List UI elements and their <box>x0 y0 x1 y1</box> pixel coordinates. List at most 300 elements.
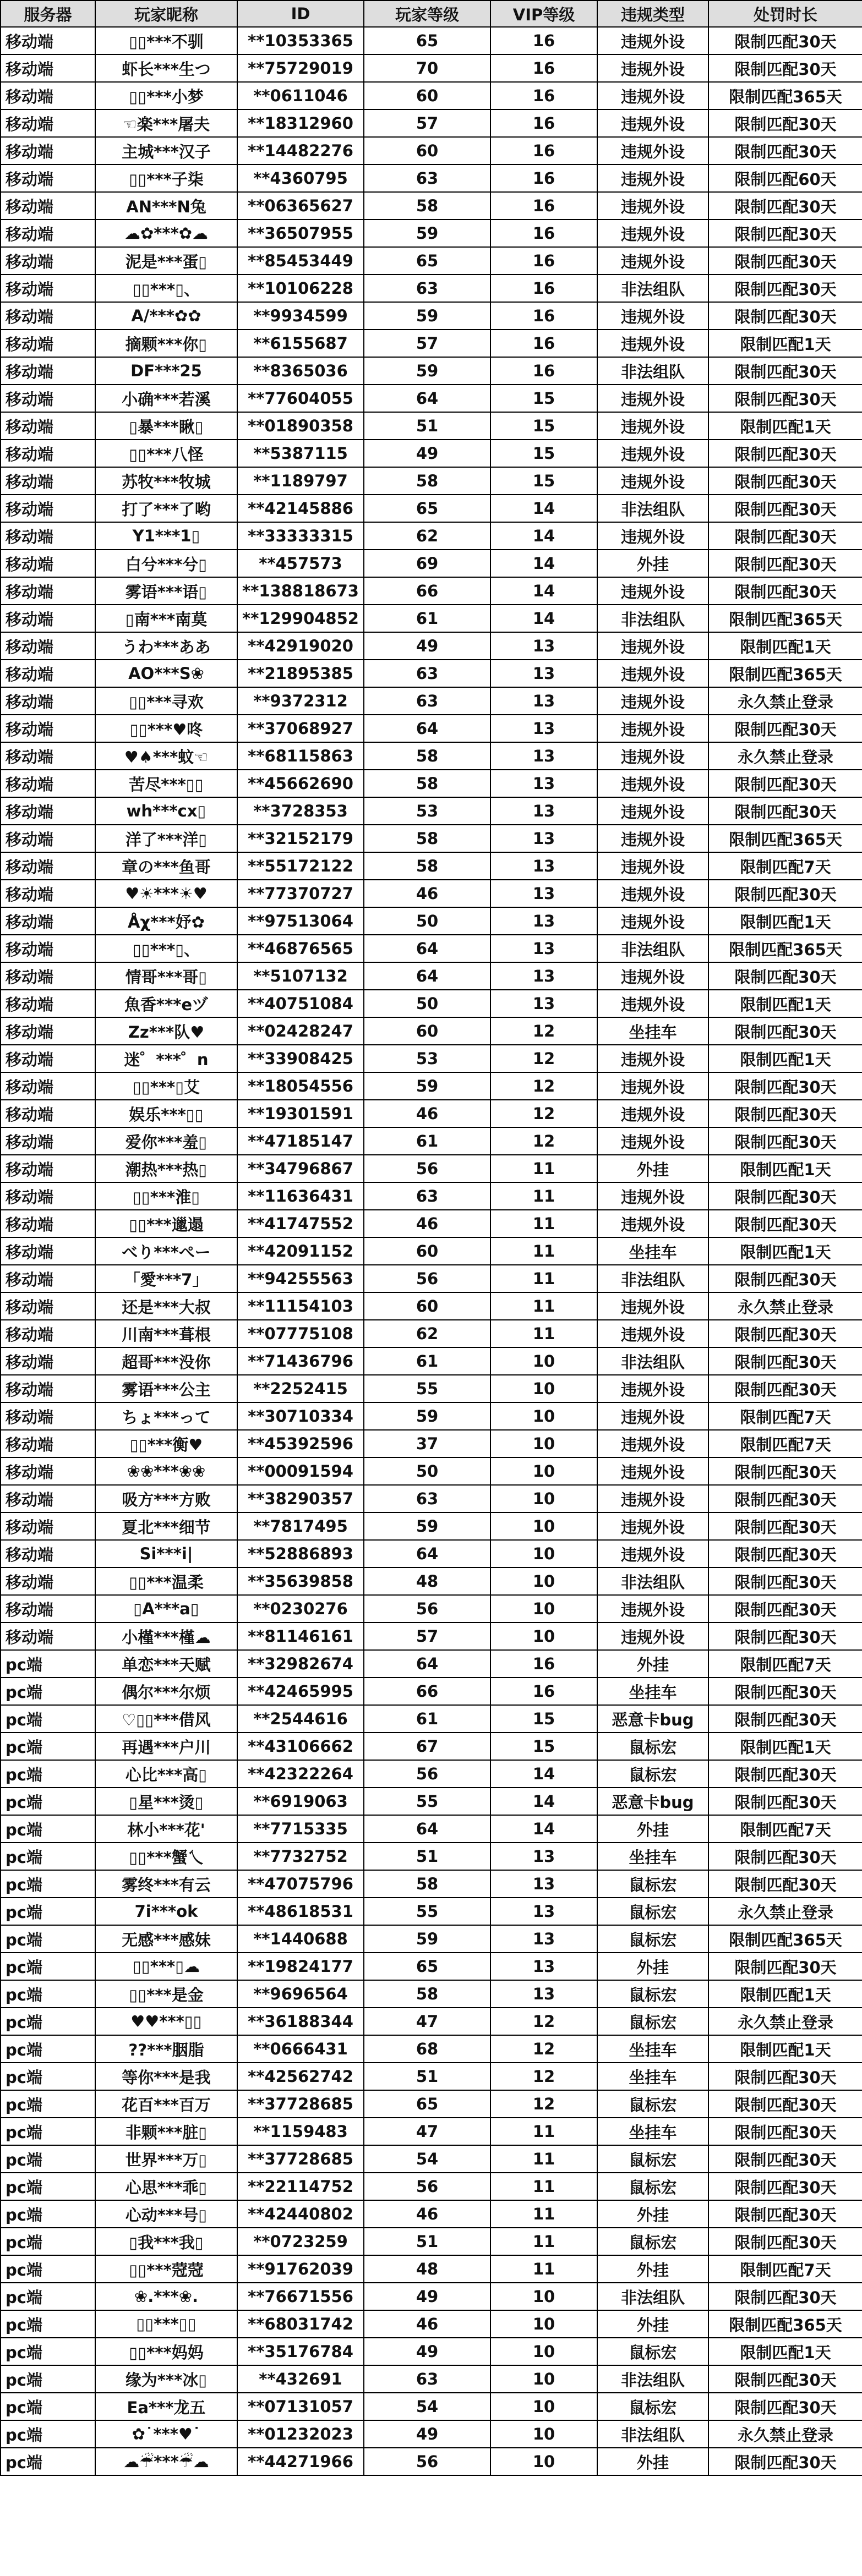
cell-player-level: 63 <box>364 165 490 192</box>
cell-player-level: 56 <box>364 1155 490 1182</box>
table-row <box>1 330 862 357</box>
cell-violation-type: 违规外设 <box>597 1375 708 1402</box>
cell-server: 移动端 <box>1 715 95 742</box>
cell-server: 移动端 <box>1 660 95 687</box>
cell-violation-type: 违规外设 <box>597 770 708 797</box>
cell-nickname: 虾长***生つ <box>95 54 237 82</box>
cell-id: **11154103 <box>237 1292 364 1320</box>
cell-nickname: 心比***高▯ <box>95 1760 237 1788</box>
cell-player-level: 49 <box>364 2420 490 2448</box>
table-row <box>1 2090 862 2118</box>
cell-penalty-duration: 限制匹配7天 <box>708 1650 862 1678</box>
cell-violation-type: 违规外设 <box>597 742 708 770</box>
cell-penalty-duration: 限制匹配30天 <box>708 1760 862 1788</box>
cell-nickname: 洋了***洋▯ <box>95 825 237 852</box>
cell-server: 移动端 <box>1 1045 95 1072</box>
cell-server: 移动端 <box>1 880 95 907</box>
cell-player-level: 65 <box>364 495 490 522</box>
cell-penalty-duration: 限制匹配30天 <box>708 1100 862 1127</box>
cell-id: **18312960 <box>237 109 364 137</box>
cell-nickname: 超哥***没你 <box>95 1347 237 1375</box>
cell-vip-level: 11 <box>490 1182 597 1210</box>
table-row <box>1 1072 862 1100</box>
cell-id: **9372312 <box>237 687 364 715</box>
cell-server: 移动端 <box>1 962 95 990</box>
table-row <box>1 1953 862 1980</box>
cell-server: 移动端 <box>1 495 95 522</box>
cell-player-level: 64 <box>364 715 490 742</box>
cell-penalty-duration: 限制匹配30天 <box>708 385 862 412</box>
cell-player-level: 46 <box>364 1210 490 1237</box>
cell-nickname: DF***25 <box>95 357 237 385</box>
cell-vip-level: 14 <box>490 495 597 522</box>
cell-nickname: ▯▯***邋遢 <box>95 1210 237 1237</box>
cell-penalty-duration: 限制匹配30天 <box>708 495 862 522</box>
table-row <box>1 2200 862 2228</box>
cell-id: **97513064 <box>237 907 364 935</box>
cell-nickname: 泥是***蛋▯ <box>95 247 237 275</box>
cell-server: 移动端 <box>1 1375 95 1402</box>
cell-id: **0611046 <box>237 82 364 109</box>
cell-vip-level: 13 <box>490 660 597 687</box>
cell-player-level: 55 <box>364 1375 490 1402</box>
table-row <box>1 1045 862 1072</box>
cell-vip-level: 15 <box>490 412 597 440</box>
table-row <box>1 109 862 137</box>
table-row <box>1 1898 862 1925</box>
cell-server: pc端 <box>1 1953 95 1980</box>
cell-nickname: 无感***感妹 <box>95 1925 237 1953</box>
cell-nickname: ▯▯***♥咚 <box>95 715 237 742</box>
cell-nickname: 等你***是我 <box>95 2063 237 2090</box>
cell-id: **7732752 <box>237 1843 364 1870</box>
cell-id: **10106228 <box>237 275 364 302</box>
table-row <box>1 1733 862 1760</box>
cell-player-level: 59 <box>364 302 490 330</box>
cell-player-level: 61 <box>364 1127 490 1155</box>
cell-penalty-duration: 限制匹配30天 <box>708 962 862 990</box>
table-row <box>1 1017 862 1045</box>
cell-id: **38290357 <box>237 1485 364 1512</box>
cell-violation-type: 非法组队 <box>597 357 708 385</box>
cell-violation-type: 鼠标宏 <box>597 2145 708 2173</box>
cell-penalty-duration: 限制匹配30天 <box>708 1210 862 1237</box>
cell-nickname: ☜楽***屠夫 <box>95 109 237 137</box>
cell-player-level: 59 <box>364 1925 490 1953</box>
cell-penalty-duration: 限制匹配30天 <box>708 1457 862 1485</box>
table-row <box>1 577 862 605</box>
cell-violation-type: 外挂 <box>597 550 708 577</box>
cell-player-level: 56 <box>364 2173 490 2200</box>
cell-server: 移动端 <box>1 632 95 660</box>
cell-violation-type: 违规外设 <box>597 1210 708 1237</box>
cell-vip-level: 16 <box>490 82 597 109</box>
cell-nickname: ▯我***我▯ <box>95 2228 237 2255</box>
cell-id: **42562742 <box>237 2063 364 2090</box>
cell-id: **1440688 <box>237 1925 364 1953</box>
cell-vip-level: 10 <box>490 1375 597 1402</box>
cell-id: **2544616 <box>237 1705 364 1733</box>
cell-server: 移动端 <box>1 330 95 357</box>
cell-id: **19301591 <box>237 1100 364 1127</box>
cell-penalty-duration: 限制匹配365天 <box>708 935 862 962</box>
cell-server: 移动端 <box>1 1512 95 1540</box>
cell-server: 移动端 <box>1 550 95 577</box>
cell-player-level: 58 <box>364 742 490 770</box>
cell-id: **1189797 <box>237 467 364 495</box>
cell-server: pc端 <box>1 1925 95 1953</box>
cell-penalty-duration: 限制匹配30天 <box>708 1182 862 1210</box>
cell-id: **52886893 <box>237 1540 364 1567</box>
cell-penalty-duration: 限制匹配1天 <box>708 330 862 357</box>
table-row <box>1 742 862 770</box>
cell-nickname: ♥♥***▯▯ <box>95 2008 237 2035</box>
cell-nickname: ▯▯***蒄蒄 <box>95 2255 237 2283</box>
cell-player-level: 65 <box>364 2090 490 2118</box>
cell-violation-type: 违规外设 <box>597 440 708 467</box>
cell-nickname: ▯星***烫▯ <box>95 1788 237 1815</box>
cell-vip-level: 15 <box>490 467 597 495</box>
cell-id: **9696564 <box>237 1980 364 2008</box>
table-row <box>1 1100 862 1127</box>
cell-penalty-duration: 限制匹配30天 <box>708 1265 862 1292</box>
cell-violation-type: 非法组队 <box>597 2420 708 2448</box>
cell-vip-level: 10 <box>490 2365 597 2393</box>
cell-nickname: 夏北***细节 <box>95 1512 237 1540</box>
cell-vip-level: 11 <box>490 2228 597 2255</box>
table-row <box>1 715 862 742</box>
cell-id: **35639858 <box>237 1567 364 1595</box>
cell-nickname: ▯▯***子柒 <box>95 165 237 192</box>
table-row <box>1 1815 862 1843</box>
cell-server: 移动端 <box>1 1567 95 1595</box>
cell-player-level: 48 <box>364 2255 490 2283</box>
cell-violation-type: 外挂 <box>597 2255 708 2283</box>
cell-penalty-duration: 限制匹配30天 <box>708 440 862 467</box>
cell-server: 移动端 <box>1 1457 95 1485</box>
cell-server: 移动端 <box>1 577 95 605</box>
cell-violation-type: 违规外设 <box>597 825 708 852</box>
cell-vip-level: 16 <box>490 109 597 137</box>
table-row <box>1 1375 862 1402</box>
cell-nickname: 雾终***有云 <box>95 1870 237 1898</box>
cell-id: **0230276 <box>237 1595 364 1623</box>
cell-server: 移动端 <box>1 247 95 275</box>
cell-nickname: 心思***乖▯ <box>95 2173 237 2200</box>
cell-violation-type: 违规外设 <box>597 330 708 357</box>
cell-nickname: 非颗***脏▯ <box>95 2118 237 2145</box>
table-row <box>1 27 862 54</box>
cell-server: 移动端 <box>1 687 95 715</box>
cell-vip-level: 11 <box>490 1155 597 1182</box>
cell-id: **0666431 <box>237 2035 364 2063</box>
cell-penalty-duration: 限制匹配365天 <box>708 2310 862 2338</box>
cell-nickname: 小槿***槿☁ <box>95 1623 237 1650</box>
cell-penalty-duration: 限制匹配30天 <box>708 522 862 550</box>
table-row <box>1 495 862 522</box>
cell-nickname: A/***✿✿ <box>95 302 237 330</box>
cell-id: **3728353 <box>237 797 364 825</box>
cell-nickname: ▯南***南莫 <box>95 605 237 632</box>
cell-vip-level: 11 <box>490 2200 597 2228</box>
cell-penalty-duration: 限制匹配30天 <box>708 1320 862 1347</box>
cell-vip-level: 12 <box>490 2008 597 2035</box>
cell-vip-level: 13 <box>490 907 597 935</box>
cell-player-level: 63 <box>364 687 490 715</box>
cell-vip-level: 13 <box>490 852 597 880</box>
cell-server: 移动端 <box>1 1237 95 1265</box>
cell-player-level: 56 <box>364 1595 490 1623</box>
table-row <box>1 770 862 797</box>
cell-violation-type: 鼠标宏 <box>597 1733 708 1760</box>
cell-id: **22114752 <box>237 2173 364 2200</box>
cell-violation-type: 鼠标宏 <box>597 1870 708 1898</box>
cell-player-level: 64 <box>364 962 490 990</box>
cell-player-level: 55 <box>364 1788 490 1815</box>
table-row <box>1 412 862 440</box>
cell-penalty-duration: 限制匹配30天 <box>708 1512 862 1540</box>
cell-vip-level: 11 <box>490 1292 597 1320</box>
cell-player-level: 58 <box>364 1980 490 2008</box>
cell-player-level: 50 <box>364 1457 490 1485</box>
cell-nickname: 爱你***羞▯ <box>95 1127 237 1155</box>
cell-id: **40751084 <box>237 990 364 1017</box>
cell-nickname: AN***N兔 <box>95 192 237 220</box>
cell-vip-level: 13 <box>490 1870 597 1898</box>
cell-violation-type: 违规外设 <box>597 797 708 825</box>
cell-vip-level: 12 <box>490 2063 597 2090</box>
header-penalty-duration: 处罚时长 <box>708 1 862 27</box>
cell-player-level: 67 <box>364 1733 490 1760</box>
cell-nickname: ▯▯***温柔 <box>95 1567 237 1595</box>
cell-penalty-duration: 限制匹配1天 <box>708 1155 862 1182</box>
cell-player-level: 58 <box>364 825 490 852</box>
cell-player-level: 68 <box>364 2035 490 2063</box>
cell-id: **42145886 <box>237 495 364 522</box>
cell-id: **37068927 <box>237 715 364 742</box>
cell-vip-level: 12 <box>490 2090 597 2118</box>
cell-vip-level: 16 <box>490 1650 597 1678</box>
cell-player-level: 37 <box>364 1430 490 1457</box>
cell-vip-level: 10 <box>490 2310 597 2338</box>
cell-penalty-duration: 限制匹配30天 <box>708 247 862 275</box>
cell-violation-type: 违规外设 <box>597 192 708 220</box>
cell-nickname: 偶尔***尔烦 <box>95 1678 237 1705</box>
cell-penalty-duration: 限制匹配60天 <box>708 165 862 192</box>
table-row <box>1 1788 862 1815</box>
cell-nickname: 单恋***天赋 <box>95 1650 237 1678</box>
cell-id: **02428247 <box>237 1017 364 1045</box>
cell-violation-type: 鼠标宏 <box>597 2090 708 2118</box>
table-row <box>1 687 862 715</box>
cell-server: 移动端 <box>1 1100 95 1127</box>
cell-id: **81146161 <box>237 1623 364 1650</box>
cell-player-level: 62 <box>364 1320 490 1347</box>
cell-nickname: ▯▯***▯艾 <box>95 1072 237 1100</box>
cell-violation-type: 坐挂车 <box>597 1237 708 1265</box>
cell-penalty-duration: 限制匹配1天 <box>708 632 862 660</box>
table-row <box>1 54 862 82</box>
cell-id: **71436796 <box>237 1347 364 1375</box>
cell-server: 移动端 <box>1 1017 95 1045</box>
cell-nickname: 苏牧***牧城 <box>95 467 237 495</box>
table-row <box>1 1623 862 1650</box>
cell-violation-type: 违规外设 <box>597 1430 708 1457</box>
cell-vip-level: 10 <box>490 1595 597 1623</box>
cell-id: **138818673 <box>237 577 364 605</box>
cell-violation-type: 坐挂车 <box>597 2035 708 2063</box>
cell-id: **06365627 <box>237 192 364 220</box>
cell-player-level: 61 <box>364 605 490 632</box>
cell-violation-type: 违规外设 <box>597 1045 708 1072</box>
cell-player-level: 56 <box>364 1760 490 1788</box>
cell-vip-level: 13 <box>490 825 597 852</box>
cell-id: **91762039 <box>237 2255 364 2283</box>
cell-server: 移动端 <box>1 907 95 935</box>
cell-violation-type: 违规外设 <box>597 990 708 1017</box>
cell-vip-level: 16 <box>490 165 597 192</box>
cell-id: **10353365 <box>237 27 364 54</box>
cell-vip-level: 16 <box>490 220 597 247</box>
cell-server: pc端 <box>1 1898 95 1925</box>
cell-vip-level: 16 <box>490 137 597 165</box>
cell-nickname: 白兮***兮▯ <box>95 550 237 577</box>
cell-penalty-duration: 限制匹配1天 <box>708 1237 862 1265</box>
cell-nickname: ▯▯***妈妈 <box>95 2338 237 2365</box>
cell-penalty-duration: 限制匹配1天 <box>708 1980 862 2008</box>
cell-violation-type: 鼠标宏 <box>597 2338 708 2365</box>
cell-player-level: 50 <box>364 990 490 1017</box>
cell-server: 移动端 <box>1 1265 95 1292</box>
cell-id: **19824177 <box>237 1953 364 1980</box>
cell-violation-type: 违规外设 <box>597 880 708 907</box>
cell-penalty-duration: 限制匹配1天 <box>708 412 862 440</box>
cell-vip-level: 11 <box>490 1320 597 1347</box>
cell-penalty-duration: 限制匹配30天 <box>708 1375 862 1402</box>
cell-player-level: 62 <box>364 522 490 550</box>
table-row <box>1 1182 862 1210</box>
table-row <box>1 1485 862 1512</box>
cell-player-level: 60 <box>364 82 490 109</box>
cell-player-level: 56 <box>364 2448 490 2475</box>
cell-penalty-duration: 永久禁止登录 <box>708 1292 862 1320</box>
cell-id: **32982674 <box>237 1650 364 1678</box>
cell-player-level: 63 <box>364 275 490 302</box>
cell-id: **6919063 <box>237 1788 364 1815</box>
cell-player-level: 58 <box>364 852 490 880</box>
cell-violation-type: 违规外设 <box>597 1292 708 1320</box>
table-row <box>1 880 862 907</box>
cell-nickname: wh***cx▯ <box>95 797 237 825</box>
table-body <box>1 27 862 2475</box>
cell-violation-type: 违规外设 <box>597 54 708 82</box>
cell-server: pc端 <box>1 1980 95 2008</box>
cell-nickname: ▯▯***小梦 <box>95 82 237 109</box>
cell-id: **76671556 <box>237 2283 364 2310</box>
cell-violation-type: 违规外设 <box>597 412 708 440</box>
cell-player-level: 46 <box>364 2200 490 2228</box>
cell-vip-level: 13 <box>490 1953 597 1980</box>
cell-violation-type: 违规外设 <box>597 109 708 137</box>
cell-player-level: 64 <box>364 385 490 412</box>
cell-vip-level: 11 <box>490 2145 597 2173</box>
cell-player-level: 60 <box>364 137 490 165</box>
cell-nickname: 潮热***热▯ <box>95 1155 237 1182</box>
cell-violation-type: 坐挂车 <box>597 2063 708 2090</box>
cell-vip-level: 14 <box>490 1760 597 1788</box>
cell-violation-type: 违规外设 <box>597 1127 708 1155</box>
cell-nickname: 林小***花' <box>95 1815 237 1843</box>
cell-violation-type: 非法组队 <box>597 2283 708 2310</box>
cell-vip-level: 13 <box>490 1843 597 1870</box>
cell-server: 移动端 <box>1 1320 95 1347</box>
cell-violation-type: 非法组队 <box>597 1265 708 1292</box>
table-row <box>1 2118 862 2145</box>
cell-id: **07775108 <box>237 1320 364 1347</box>
cell-vip-level: 12 <box>490 1045 597 1072</box>
cell-server: 移动端 <box>1 467 95 495</box>
table-row <box>1 2448 862 2475</box>
cell-id: **35176784 <box>237 2338 364 2365</box>
cell-violation-type: 非法组队 <box>597 1347 708 1375</box>
cell-server: pc端 <box>1 1870 95 1898</box>
table-row <box>1 1980 862 2008</box>
cell-id: **42322264 <box>237 1760 364 1788</box>
cell-nickname: Åχ***妤✿ <box>95 907 237 935</box>
cell-vip-level: 11 <box>490 2118 597 2145</box>
cell-vip-level: 14 <box>490 577 597 605</box>
cell-nickname: ▯▯***是金 <box>95 1980 237 2008</box>
cell-id: **432691 <box>237 2365 364 2393</box>
cell-penalty-duration: 限制匹配30天 <box>708 1347 862 1375</box>
cell-penalty-duration: 永久禁止登录 <box>708 2008 862 2035</box>
cell-vip-level: 14 <box>490 1788 597 1815</box>
cell-server: 移动端 <box>1 192 95 220</box>
cell-id: **11636431 <box>237 1182 364 1210</box>
cell-player-level: 59 <box>364 1512 490 1540</box>
cell-nickname: Y1***1▯ <box>95 522 237 550</box>
cell-id: **75729019 <box>237 54 364 82</box>
cell-violation-type: 违规外设 <box>597 687 708 715</box>
cell-server: 移动端 <box>1 1155 95 1182</box>
cell-player-level: 60 <box>364 1017 490 1045</box>
cell-vip-level: 10 <box>490 1485 597 1512</box>
cell-player-level: 58 <box>364 770 490 797</box>
cell-id: **7817495 <box>237 1512 364 1540</box>
cell-penalty-duration: 限制匹配7天 <box>708 2255 862 2283</box>
cell-violation-type: 违规外设 <box>597 1457 708 1485</box>
cell-nickname: 7i***ok <box>95 1898 237 1925</box>
cell-player-level: 61 <box>364 1705 490 1733</box>
cell-id: **129904852 <box>237 605 364 632</box>
cell-id: **00091594 <box>237 1457 364 1485</box>
cell-penalty-duration: 限制匹配30天 <box>708 2118 862 2145</box>
cell-server: pc端 <box>1 1843 95 1870</box>
cell-vip-level: 10 <box>490 1512 597 1540</box>
table-row <box>1 165 862 192</box>
cell-server: 移动端 <box>1 275 95 302</box>
cell-server: pc端 <box>1 2393 95 2420</box>
cell-player-level: 49 <box>364 440 490 467</box>
cell-penalty-duration: 限制匹配30天 <box>708 1017 862 1045</box>
cell-nickname: AO***S❀ <box>95 660 237 687</box>
cell-player-level: 58 <box>364 192 490 220</box>
cell-nickname: 川南***葺根 <box>95 1320 237 1347</box>
cell-vip-level: 16 <box>490 247 597 275</box>
cell-penalty-duration: 限制匹配30天 <box>708 2228 862 2255</box>
cell-violation-type: 违规外设 <box>597 1595 708 1623</box>
cell-nickname: 娱乐***▯▯ <box>95 1100 237 1127</box>
